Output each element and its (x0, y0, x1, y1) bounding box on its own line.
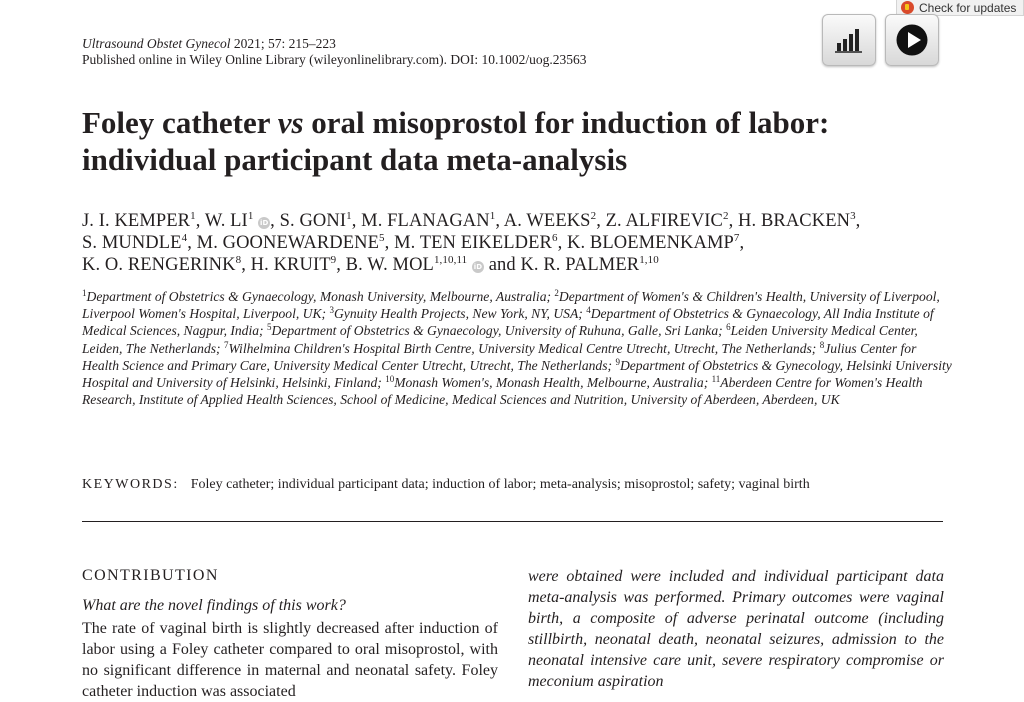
author-name: H. BRACKEN (738, 211, 851, 231)
affiliation-number: 2 (554, 288, 559, 298)
author-name: J. I. KEMPER (82, 211, 191, 231)
affiliation-number: 9 (615, 356, 620, 367)
author-affiliation-number: 8 (235, 254, 242, 266)
author-affiliation-number: 1 (247, 210, 254, 222)
methods-paragraph: were obtained were included and individual participant data meta-analysis was performed. Primary outcomes were vaginal birth, a composite of adverse perinatal outcome (including stillbirth, neonatal death, neonatal seizures, admission to the neonatal intensive care unit, severe respiratory compromise or meconium aspiration (528, 568, 944, 690)
affiliation-text: Wilhelmina Children's Hospital Birth Centre, University Medical Centre Utrecht, Utrecht, The Netherlands; (228, 340, 820, 356)
keywords-label: KEYWORDS: (82, 477, 179, 492)
title-line2: individual participant data meta-analysis (82, 142, 628, 177)
affiliation-text: Gynuity Health Projects, New York, NY, USA; (333, 306, 587, 322)
keywords-text: Foley catheter; individual participant data; induction of labor; meta-analysis; misoprostol; safety; vaginal birth (190, 477, 810, 492)
author-affiliation-number: 3 (850, 210, 856, 222)
author-name: W. LI (204, 211, 248, 231)
affiliation-text: Leiden University Medical Center, Leiden, The Netherlands; (82, 323, 918, 356)
author-name: M. GOONEWARDENE (196, 233, 380, 253)
abstract-methods-text (528, 566, 944, 692)
author-separator: , (336, 255, 346, 275)
author-affiliation-number: 5 (379, 232, 385, 244)
author-separator: , (270, 211, 280, 231)
author-name: S. GONI (279, 211, 347, 231)
affiliation-text: Department of Obstetrics & Gynaecology, University of Ruhuna, Galle, Sri Lanka; (271, 323, 727, 339)
affiliation-number: 6 (726, 322, 731, 333)
orcid-icon[interactable]: iD (259, 219, 269, 227)
contribution-heading: CONTRIBUTION (82, 567, 219, 584)
affiliation-number: 3 (329, 305, 334, 316)
author-separator: , (187, 233, 197, 253)
affiliation-text: Department of Obstetrics & Gynaecology, All India Institute of Medical Sciences, Nagpur, India; (82, 306, 934, 339)
affiliation-text: Department of Obstetrics & Gynaecology, Monash University, Melbourne, Australia; (86, 289, 555, 304)
author-affiliation-number: 4 (181, 232, 188, 244)
affiliation-number: 8 (819, 339, 825, 350)
author-affiliation-number: 1,10,11 (433, 254, 468, 266)
author-name: B. W. MOL (345, 255, 434, 275)
check-updates-icon (901, 1, 914, 14)
author-separator: , (728, 211, 739, 231)
author-separator: , (557, 233, 568, 253)
article-title (82, 104, 922, 178)
title-part1: Foley catheter (82, 105, 278, 140)
author-name: A. WEEKS (503, 211, 591, 231)
figures-button[interactable] (822, 14, 876, 66)
affiliation-text: Aberdeen Centre for Women's Health Research, Institute of Applied Health Sciences, School of Medicine, Medical Sciences and Nutrition, University of Aberdeen, Aberdeen, UK (82, 375, 923, 408)
affiliation-text: Department of Obstetrics & Gynecology, Helsinki University Hospital and University of Helsinki, Helsinki, Finland; (82, 357, 952, 391)
author-affiliation-number: 2 (722, 210, 729, 222)
contribution-answer: The rate of vaginal birth is slightly decreased after induction of labor using a Foley catheter compared to oral misoprostol, with no significant difference in maternal and neonatal safety. Foley catheter induction was associated (82, 620, 498, 700)
author-separator: and (483, 255, 521, 275)
journal-published-line: Published online in Wiley Online Library (wileyonlinelibrary.com). DOI: 10.1002/uog.23563 (82, 52, 587, 67)
journal-citation (82, 36, 587, 52)
author-separator: , (495, 211, 504, 231)
play-button[interactable] (885, 14, 939, 66)
author-affiliation-number: 1 (190, 210, 196, 222)
author-separator: , (195, 211, 205, 231)
orcid-icon[interactable]: iD (473, 263, 483, 271)
author-name: Z. ALFIREVIC (605, 211, 723, 231)
author-affiliation-number: 1 (346, 210, 352, 222)
author-name: M. TEN EIKELDER (394, 233, 552, 253)
bar-chart-icon (834, 27, 864, 53)
author-name: H. KRUIT (250, 255, 331, 275)
author-name: K. O. RENGERINK (82, 255, 236, 275)
affiliation-number: 7 (223, 339, 229, 350)
author-separator: , (351, 211, 362, 231)
affiliation-number: 4 (586, 305, 591, 316)
author-separator: , (596, 211, 606, 231)
author-affiliation-number: 6 (551, 232, 558, 244)
check-updates-label: Check for updates (919, 0, 1017, 15)
author-affiliation-number: 1 (489, 210, 496, 222)
author-affiliation-number: 1,10 (639, 254, 659, 266)
affiliation-text: Julius Center for Health Science and Primary Care, University Medical Center Utrecht, Utrecht, The Netherlands; (82, 340, 917, 373)
title-vs: vs (277, 105, 304, 140)
affiliation-number: 5 (266, 322, 272, 333)
author-affiliation-number: 9 (330, 254, 337, 266)
author-name: M. FLANAGAN (361, 211, 490, 231)
affiliation-text: Monash Women's, Monash Health, Melbourne, Australia; (394, 375, 712, 391)
affiliation-number: 11 (711, 374, 721, 385)
journal-header (82, 36, 587, 68)
author-separator: , (384, 233, 395, 253)
journal-name: Ultrasound Obstet Gynecol (82, 36, 231, 51)
title-part2: oral misoprostol for induction of labor: (303, 105, 830, 140)
author-name: K. BLOEMENKAMP (567, 233, 734, 253)
affiliation-number: 10 (385, 374, 395, 385)
author-list (82, 210, 962, 276)
affiliations (82, 288, 952, 408)
author-separator: , (739, 233, 745, 253)
keywords (82, 476, 810, 494)
play-icon (895, 23, 929, 57)
author-affiliation-number: 7 (733, 232, 740, 244)
affiliation-number: 1 (82, 288, 87, 298)
author-separator: , (855, 211, 861, 231)
author-name: S. MUNDLE (82, 233, 182, 253)
author-name: K. R. PALMER (520, 255, 640, 275)
contribution-question: What are the novel findings of this work? (82, 597, 346, 614)
author-separator: , (241, 255, 251, 275)
journal-volume: 2021; 57: 215–223 (230, 36, 336, 51)
section-divider (82, 521, 943, 522)
author-affiliation-number: 2 (590, 210, 597, 222)
affiliation-text: Department of Women's & Children's Health, University of Liverpool, Liverpool Women's Hospital, Liverpool, UK; (82, 289, 940, 322)
